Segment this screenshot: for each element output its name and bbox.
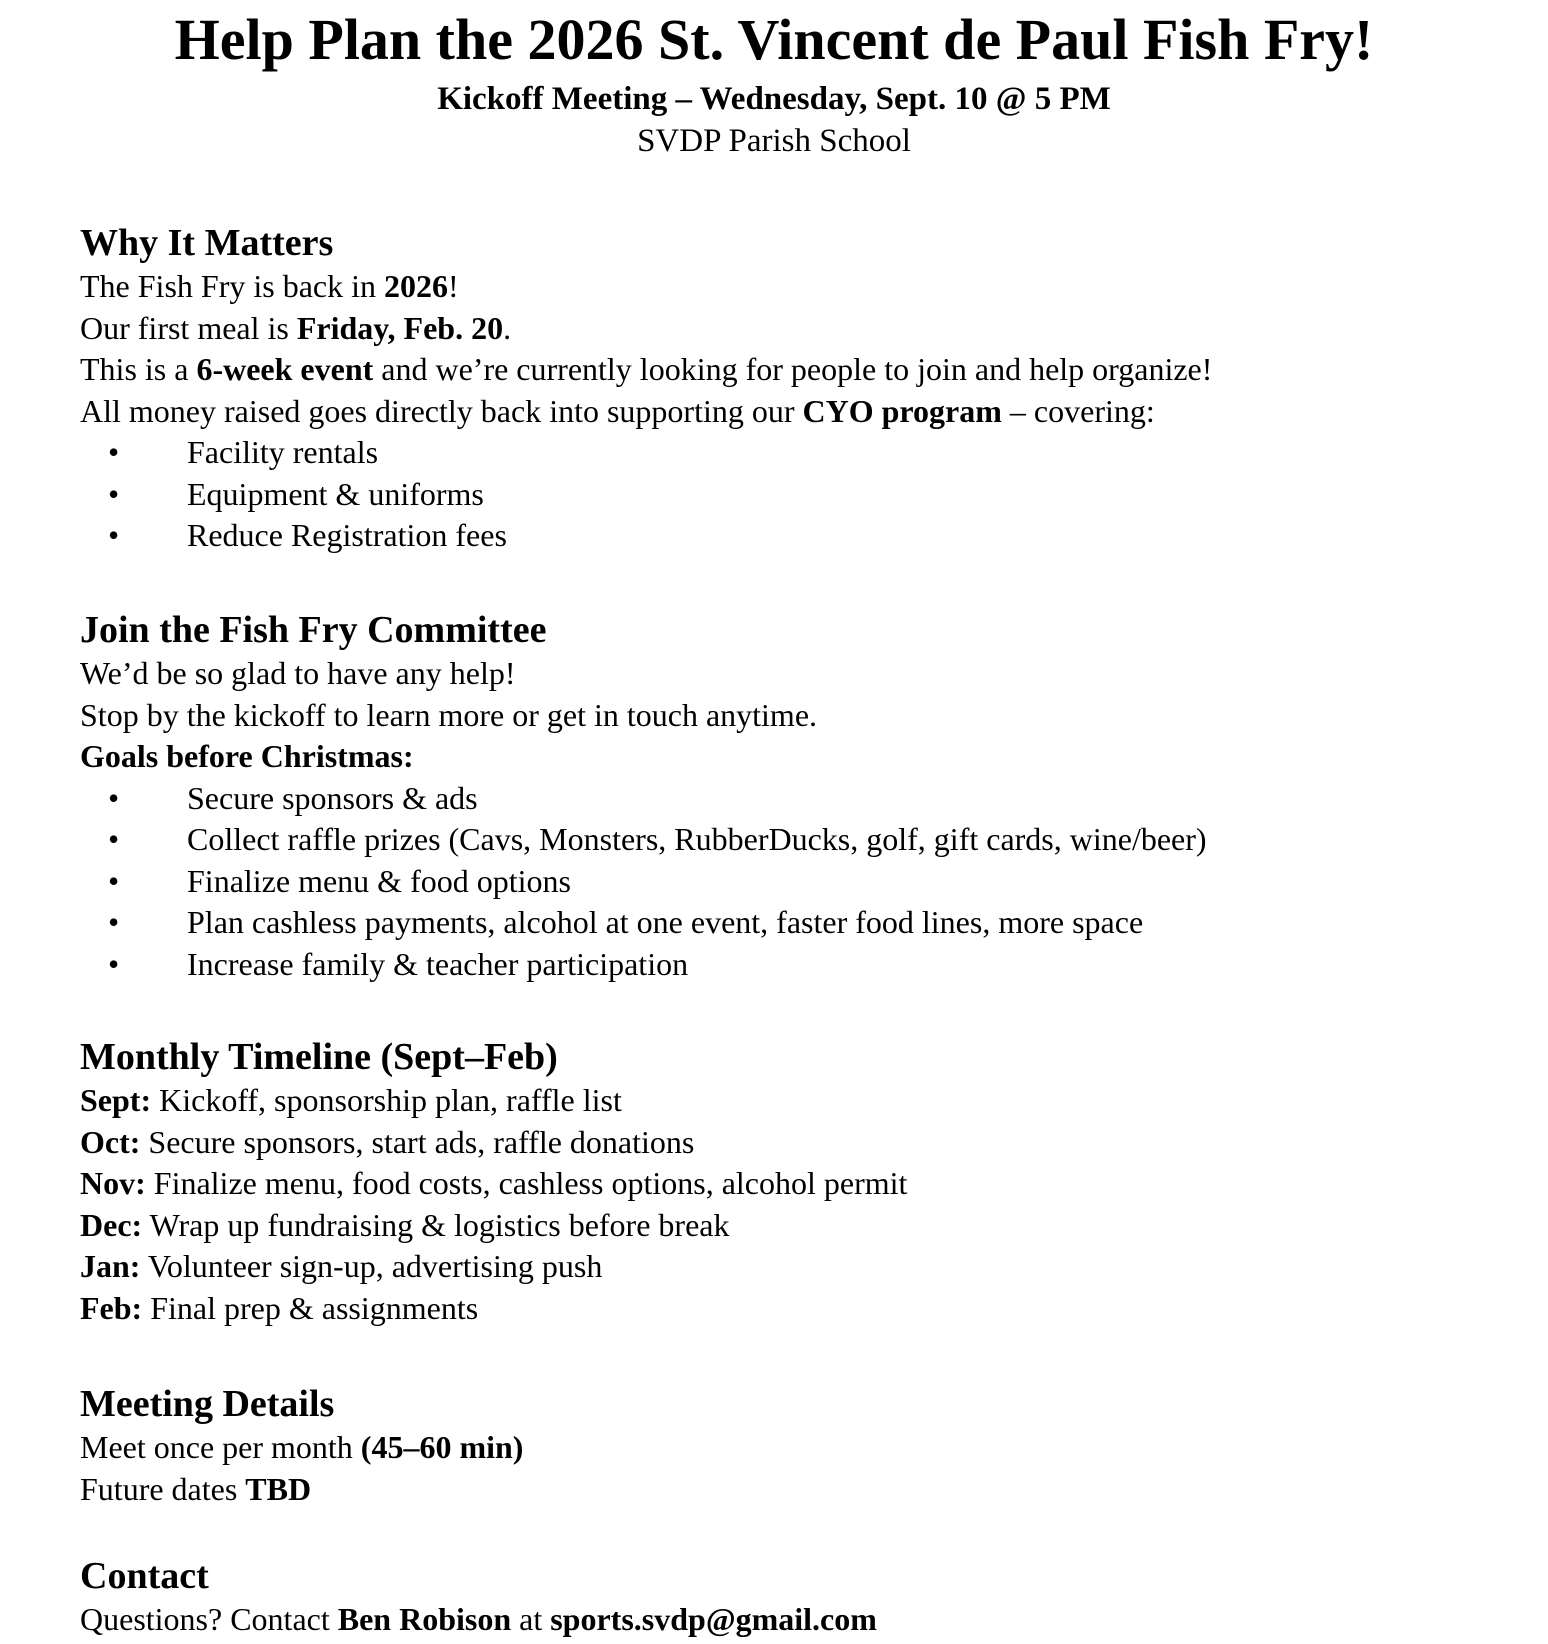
timeline-row xyxy=(80,1288,1500,1330)
body-line: We’d be so glad to have any help! xyxy=(80,655,516,691)
bullet-list xyxy=(80,432,1500,557)
section-heading: Meeting Details xyxy=(80,1383,335,1425)
timeline-row xyxy=(80,1205,1500,1247)
timeline-row xyxy=(80,1080,1500,1122)
text: This is a xyxy=(80,351,197,387)
list-item-text: Equipment & uniforms xyxy=(187,475,484,512)
month-label: Nov: xyxy=(80,1165,146,1201)
body-line xyxy=(80,266,1500,308)
text: ! xyxy=(447,268,459,304)
bold-text: (45–60 min) xyxy=(360,1429,524,1465)
list-item xyxy=(80,515,1500,557)
list-item xyxy=(80,944,1500,986)
kickoff-meeting-subtitle: Kickoff Meeting – Wednesday, Sept. 10 @ 5 PM xyxy=(437,81,1111,117)
list-item-text: Facility rentals xyxy=(187,434,379,470)
list-item-text: Plan cashless payments, alcohol at one event, faster food lines, more space xyxy=(187,904,1144,940)
contact-line xyxy=(80,1599,1500,1641)
bullet-icon: • xyxy=(108,904,120,940)
timeline-section xyxy=(80,1034,1500,1329)
month-label: Feb: xyxy=(80,1289,143,1326)
bold-text: TBD xyxy=(245,1470,312,1507)
list-item-text: Reduce Registration fees xyxy=(187,517,507,553)
contact-name: Ben Robison xyxy=(337,1601,512,1637)
list-item-text: Collect raffle prizes (Cavs, Monsters, RubberDucks, golf, gift cards, wine/beer) xyxy=(187,821,1207,857)
timeline-row xyxy=(80,1122,1500,1164)
month-label: Sept: xyxy=(80,1082,152,1118)
timeline-row xyxy=(80,1246,1500,1288)
text: All money raised goes directly back into supporting our xyxy=(80,392,803,429)
meeting-details-section xyxy=(80,1381,1500,1510)
body-line xyxy=(80,1469,1500,1511)
text: Our first meal is xyxy=(80,309,297,346)
list-item-text: Increase family & teacher participation xyxy=(187,945,689,982)
section-heading: Why It Matters xyxy=(80,222,334,264)
bullet-icon: • xyxy=(108,475,120,512)
body-line xyxy=(80,1427,1500,1469)
goals-list xyxy=(80,778,1500,986)
bullet-icon: • xyxy=(108,779,120,816)
bullet-icon: • xyxy=(108,821,120,857)
list-item xyxy=(80,778,1500,820)
body-line xyxy=(80,308,1500,350)
timeline-text: Wrap up fundraising & logistics before break xyxy=(142,1206,730,1243)
goals-label: Goals before Christmas: xyxy=(80,738,414,774)
list-item xyxy=(80,861,1500,903)
text: at xyxy=(511,1601,551,1637)
bold-text: 6-week event xyxy=(196,351,374,387)
text: – covering: xyxy=(1001,392,1155,429)
bold-text: Friday, Feb. 20 xyxy=(296,309,504,346)
timeline-text: Volunteer sign-up, advertising push xyxy=(140,1248,603,1284)
list-item xyxy=(80,819,1500,861)
list-item xyxy=(80,474,1500,516)
meeting-location: SVDP Parish School xyxy=(637,123,911,159)
list-item-text: Finalize menu & food options xyxy=(187,862,571,899)
page-title: Help Plan the 2026 St. Vincent de Paul Fish Fry! xyxy=(174,7,1374,72)
section-heading: Contact xyxy=(80,1555,209,1597)
list-item xyxy=(80,902,1500,944)
timeline-text: Secure sponsors, start ads, raffle donations xyxy=(140,1123,695,1160)
body-line: Stop by the kickoff to learn more or get in touch anytime. xyxy=(80,696,818,733)
bullet-icon: • xyxy=(108,945,120,982)
list-item xyxy=(80,432,1500,474)
body-line xyxy=(80,391,1500,433)
why-it-matters-section xyxy=(80,220,1500,557)
section-heading: Monthly Timeline (Sept–Feb) xyxy=(80,1036,558,1078)
section-heading: Join the Fish Fry Committee xyxy=(80,609,547,651)
bullet-icon: • xyxy=(108,862,120,899)
list-item-text: Secure sponsors & ads xyxy=(187,779,478,816)
text: Future dates xyxy=(80,1470,246,1507)
bullet-icon: • xyxy=(108,517,120,553)
committee-section xyxy=(80,607,1500,985)
contact-section xyxy=(80,1553,1500,1641)
month-label: Jan: xyxy=(80,1248,141,1284)
month-label: Oct: xyxy=(80,1123,141,1160)
text: Questions? Contact xyxy=(80,1601,338,1637)
text: . xyxy=(503,309,512,346)
timeline-text: Kickoff, sponsorship plan, raffle list xyxy=(151,1082,622,1118)
month-label: Dec: xyxy=(80,1206,143,1243)
text: Meet once per month xyxy=(80,1429,361,1465)
text: The Fish Fry is back in xyxy=(80,268,384,304)
timeline-text: Finalize menu, food costs, cashless options, alcohol permit xyxy=(145,1165,908,1201)
timeline-row xyxy=(80,1163,1500,1205)
contact-email-link[interactable]: sports.svdp@gmail.com xyxy=(550,1601,877,1637)
text: and we’re currently looking for people to join and help organize! xyxy=(373,351,1213,387)
timeline-text: Final prep & assignments xyxy=(142,1289,479,1326)
bold-text: 2026 xyxy=(383,268,448,304)
bullet-icon: • xyxy=(108,434,120,470)
body-line xyxy=(80,349,1500,391)
bold-text: CYO program xyxy=(802,392,1002,429)
